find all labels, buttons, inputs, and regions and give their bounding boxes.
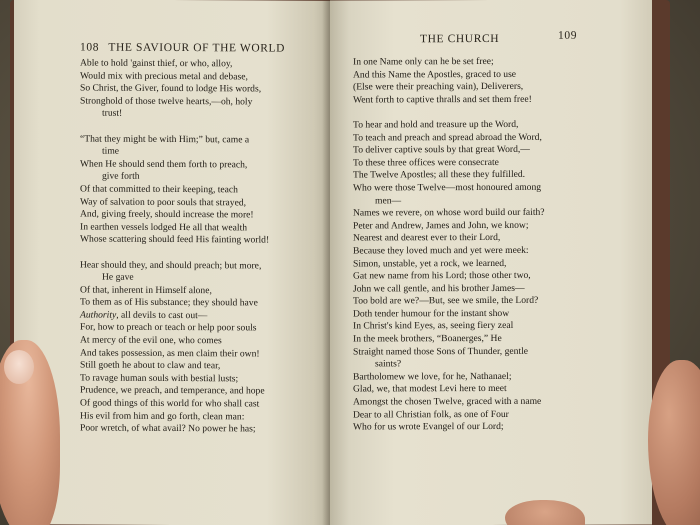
verse-line: The Twelve Apostles; all these they fulfilled. (353, 169, 526, 181)
verse-line: He gave (102, 271, 134, 283)
verse-line: Peter and Andrew, James and John, we know; (353, 219, 529, 232)
left-page (14, 0, 330, 525)
verse-line: To hear and hold and treasure up the Word, (353, 118, 519, 131)
verse-line: Gat new name from his Lord; those other two, (353, 269, 531, 282)
verse-line: Doth tender humour for the instant show (353, 307, 510, 320)
right-running-title: THE CHURCH (420, 32, 500, 46)
verse-line: For, how to preach or teach or help poor souls (80, 321, 257, 334)
verse-line: give forth (102, 170, 140, 183)
right-running-head (420, 29, 578, 46)
verse-line: Way of salvation to poor souls that strayed, (80, 196, 247, 208)
verse-line: Simon, unstable, yet a rock, we learned, (353, 257, 507, 269)
verse-line: When He should send them forth to preach, (80, 158, 248, 171)
verse-line: Poor wretch, of what avail? No power he has; (80, 422, 256, 435)
verse-line: Still goeth he about to claw and tear, (80, 359, 221, 372)
verse-line: Nearest and dearest ever to their Lord, (353, 232, 501, 244)
left-running-title: THE SAVIOUR OF THE WORLD (108, 41, 286, 55)
verse-line: His evil from him and go forth, clean man: (80, 410, 245, 423)
verse-line: trust! (102, 108, 123, 120)
verse-line: Of good things of this world for who shall cast (80, 397, 260, 410)
right-page (330, 0, 652, 525)
verse-line: To deliver captive souls by that great Word,— (353, 144, 530, 156)
verse-line: In the meek brothers, “Boanerges,” He (353, 333, 502, 345)
verse-line: Able to hold 'gainst thief, or who, alloy, (80, 57, 233, 70)
verse-line: And takes possession, as men claim their own! (80, 347, 260, 360)
verse-line: Names we revere, on whose word build our faith? (353, 206, 545, 219)
verse-line: John we call gentle, and his brother James— (353, 282, 525, 295)
thumbnail-shape (4, 350, 34, 384)
verse-line: In Christ's kind Eyes, as, seeing fiery zeal (353, 320, 514, 332)
verse-line: (Else were their preaching vain), Deliverers, (353, 81, 524, 93)
verse-line: To these three offices were consecrate (353, 156, 499, 169)
verse-line: Of that committed to their keeping, teach (80, 183, 238, 196)
verse-line: Straight named those Sons of Thunder, gentle (353, 345, 529, 358)
verse-line: men— (375, 194, 402, 206)
verse-line: And, giving freely, should increase the more! (80, 208, 254, 221)
verse-line: Authority, all devils to cast out— (80, 309, 208, 322)
verse-line: Went forth to captive thralls and set them free! (353, 93, 532, 106)
verse-line: Would mix with precious metal and debase, (80, 70, 248, 82)
right-thumb (648, 360, 700, 525)
right-page-number: 109 (558, 29, 578, 42)
verse-line: Too bold are we?—But, see we smile, the Lord? (353, 295, 539, 307)
verse-line: Glad, we, that modest Levi here to meet (353, 383, 507, 395)
verse-line: In earthen vessels lodged He all that wealth (80, 221, 248, 234)
verse-line: At mercy of the evil one, who comes (80, 334, 222, 347)
verse-line: And this Name the Apostles, graced to use (353, 68, 517, 81)
verse-line: Hear should they, and should preach; but more, (80, 259, 262, 271)
verse-line: Bartholomew we love, for he, Nathanael; (353, 370, 512, 383)
verse-line: So Christ, the Giver, found to lodge His words, (80, 82, 262, 95)
verse-line: Amongst the chosen Twelve, graced with a name (353, 395, 542, 408)
left-page-text (80, 58, 320, 437)
verse-line: To teach and preach and spread abroad the Word, (353, 131, 542, 144)
left-running-head (80, 42, 285, 55)
verse-line: Of that, inherent in Himself alone, (80, 284, 212, 296)
verse-line: To ravage human souls with bestial lusts; (80, 372, 239, 385)
verse-line: Because they loved much and yet were meek: (353, 244, 529, 257)
verse-line: Prudence, we preach, and temperance, and hope (80, 384, 265, 397)
right-page-text (353, 56, 615, 435)
verse-line: time (102, 145, 120, 157)
verse-line: Whose scattering should feed His fainting world! (80, 233, 270, 246)
verse-line: Who for us wrote Evangel of our Lord; (353, 421, 504, 433)
verse-line: Dear to all Christian folk, as one of Four (353, 408, 509, 421)
verse-line: To them as of His substance; they should have (80, 296, 258, 309)
verse-line: In one Name only can he be set free; (353, 55, 494, 68)
verse-line: “That they might be with Him;” but, came a (80, 133, 250, 145)
verse-line: saints? (375, 358, 402, 370)
verse-line: Stronghold of those twelve hearts,—oh, holy (80, 95, 253, 108)
left-page-number: 108 (80, 41, 100, 54)
verse-line: Who were those Twelve—most honoured among (353, 181, 542, 194)
